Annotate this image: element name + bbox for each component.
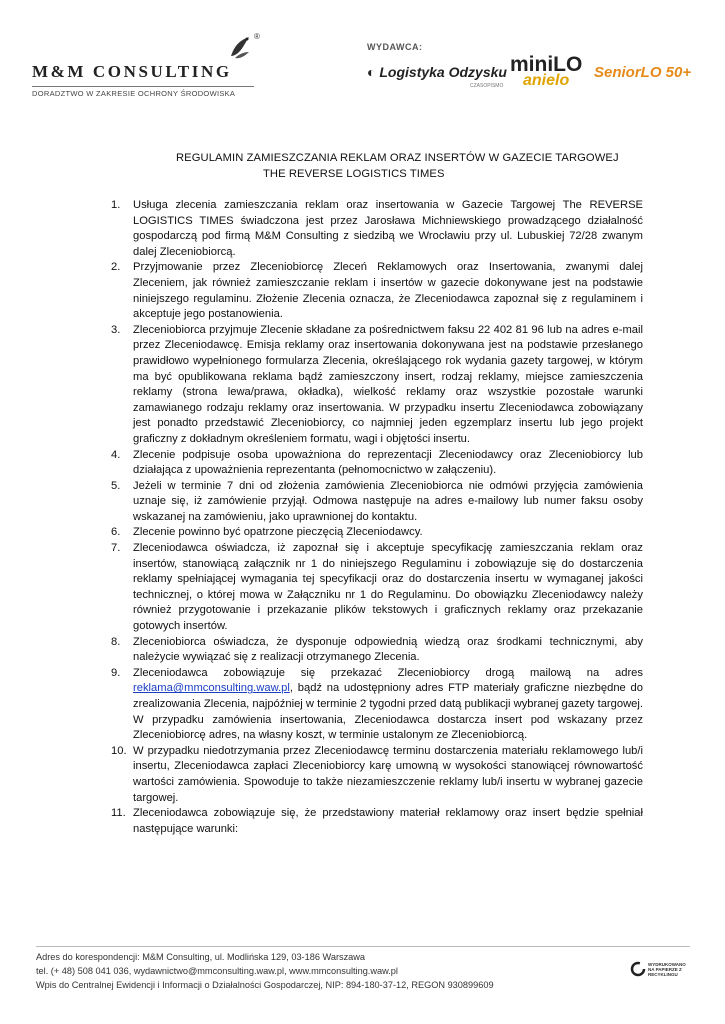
logistyka-sub: CZASOPISMO: [470, 83, 504, 89]
email-link[interactable]: reklama@mmconsulting.waw.pl: [133, 682, 290, 695]
list-item: 8. Zleceniobiorca oświadcza, że dysponuje odpowiednią wiedzą oraz środkami technicznymi, aby należycie wywiązać się z realizacji otrzymanego Zlecenia.: [111, 635, 643, 664]
publisher-label: WYDAWCA:: [367, 42, 423, 52]
seniorlo-logo: SeniorLO 50+: [594, 64, 692, 81]
regulation-list: [111, 198, 643, 837]
recycling-icon: [630, 961, 646, 977]
anielo-logo: anielo: [523, 72, 570, 89]
list-item: 11. Zleceniodawca zobowiązuje się, że przedstawiony materiał reklamowy oraz insert będzie spełniał następujące warunki:: [111, 807, 643, 835]
list-item: 9. Zleceniodawca zobowiązuje się przekazać Zleceniobiorcy drogą mailową na adres reklama@mmconsulting.waw.pl, bądź na udostępniony adres FTP materiały graficzne niezbędne do zrealizowania Zlecenia, najpóźniej w terminie 2 tygodni przed datą publikacji wybranej gazety targowej. W przypadku zamówienia insertowania, Zleceniodawca dostarcza insert pod wskazany przez Zleceniobiorcę adres, na własny koszt, w terminie ustalonym ze Zleceniobiorcą.: [111, 666, 643, 742]
list-item: 1. Usługa zlecenia zamieszczania reklam oraz insertowania w Gazecie Targowej The REVERSE LOGISTICS TIMES świadczona jest przez Jarosława Michniewskiego prowadzącego działalność gospodarczą pod firmą M&M Consulting z siedzibą we Wrocławiu przy ul. Lubuskiej 72/28 zwanym dalej Zleceniobiorcą.: [111, 199, 643, 258]
list-item: 4. Zlecenie podpisuje osoba upoważniona do reprezentacji Zleceniodawcy oraz Zleceniobiorcy lub działająca z upoważnienia reprezentanta (pełnomocnictwo w załączeniu).: [111, 448, 643, 477]
list-item: 2. Przyjmowanie przez Zleceniobiorcę Zleceń Reklamowych oraz Insertowania, zwanymi dalej Zleceniem, jak również zamieszczanie reklam i insertów w gazecie dokonywane jest na podstawie niniejszego regulaminu. Złożenie Zlecenia oznacza, że Zleceniodawca zapoznał się z regulaminem i akceptuje jego postanowienia.: [111, 261, 643, 321]
logistyka-odzysku-icon: ◐: [367, 64, 380, 80]
page-header: [0, 0, 725, 110]
page-footer: [0, 940, 725, 1024]
footer-contact: tel. (+ 48) 508 041 036, wydawnictwo@mmconsulting.waw.pl, www.mmconsulting.waw.pl: [36, 966, 398, 976]
company-name: M&M CONSULTING: [32, 62, 232, 81]
list-item: 6. Zlecenie powinno być opatrzone pieczęcią Zleceniodawcy.: [111, 526, 423, 539]
company-tagline: DORADZTWO W ZAKRESIE OCHRONY ŚRODOWISKA: [32, 86, 254, 98]
logistyka-odzysku-logo: ◐ Logistyka Odzysku: [367, 64, 507, 80]
list-item: 3. Zleceniobiorca przyjmuje Zlecenie składane za pośrednictwem faksu 22 402 81 96 lub na adres e-mail przez Zleceniodawcę. Emisja reklamy oraz insertowania dokonywana jest na podstawie przesłanego prawidłowo wypełnionego formularza Zlecenia, określającego rok wydania gazety targowej, w którym ma być opublikowana reklama bądź zamieszczony insert, rodzaj reklamy, miejsce zamieszczenia reklamy (strona lewa/prawa, okładka), wielkość reklamy oraz wszystkie pozostałe warunki zamawianego rodzaju reklamy oraz insertowania. W przypadku insertu Zleceniodawca zobowiązany jest ponadto przedstawić Zleceniobiorcy, co najmniej jeden egzemplarz insertu lub jego projekt graficzny z dokładnym określeniem formatu, wagi i objętości insertu.: [111, 323, 643, 445]
list-item: 5. Jeżeli w terminie 7 dni od złożenia zamówienia Zleceniobiorca nie odmówi przyjęcia zamówienia uznaje się, iż zamówienie przyjął. Odmowa następuje na adres e-mailowy lub numer faksu osoby wskazanej na zamówieniu, jako uprawnionej do kontaktu.: [111, 479, 643, 523]
recycled-paper-badge: WYDRUKOWANO NA PAPIERZE Z RECYKLINGU: [648, 962, 686, 977]
footer-divider: [36, 946, 690, 947]
footer-registration: Wpis do Centralnej Ewidencji i Informacji o Działalności Gospodarczej, NIP: 894-180-37-12, REGON 930899609: [36, 980, 494, 990]
document-title-line1: REGULAMIN ZAMIESZCZANIA REKLAM ORAZ INSERTÓW W GAZECIE TARGOWEJ: [176, 152, 619, 164]
company-logo: [32, 34, 262, 104]
bird-logo-icon: [227, 34, 253, 62]
document-title-line2: THE REVERSE LOGISTICS TIMES: [263, 168, 445, 180]
registered-mark: ®: [254, 32, 260, 41]
minilo-logo: miniLO: [510, 53, 583, 76]
list-item: 10. W przypadku niedotrzymania przez Zleceniodawcę terminu dostarczenia materiału reklamowego lub/i insertu, Zleceniodawca zapłaci Zleceniobiorcy karę umowną w wysokości stanowiącej równowartość wartości zamówienia. Spowoduje to także niezamieszczenie reklamy lub/i insertu w wybranej gazecie targowej.: [111, 744, 643, 804]
footer-address: Adres do korespondencji: M&M Consulting, ul. Modlińska 129, 03-186 Warszawa: [36, 952, 366, 962]
list-item: 7. Zleceniodawca oświadcza, iż zapoznał się i akceptuje specyfikację zamieszczania reklam oraz insertów, stanowiącą załącznik nr 1 do niniejszego Regulaminu i zobowiązuje się do dostarczenia reklamy spełniającej wymagania tej specyfikacji oraz do dostarczenia insertu w wymaganej jakości technicznej, o której mowa w Załączniku nr 1 do Regulaminu. Do obowiązku Zleceniodawcy należy również przygotowanie i przekazanie plików tekstowych i graficznych reklamy oraz przekazanie gotowych insertów.: [111, 542, 643, 633]
